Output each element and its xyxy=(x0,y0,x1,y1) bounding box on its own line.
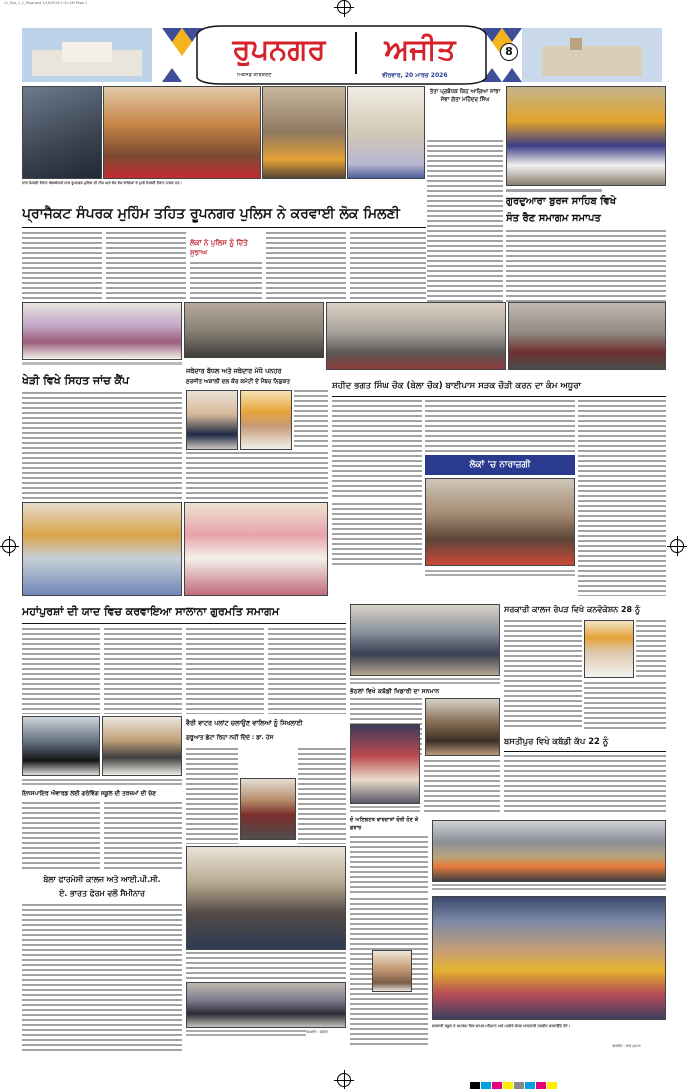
health-photo-caption xyxy=(22,362,182,365)
photo-workshop xyxy=(186,846,346,950)
chowk-photo-caption xyxy=(425,570,575,578)
college-headline: ਸਰਕਾਰੀ ਕਾਲਜ ਰੋਪੜ ਵਿਖੇ ਕਨਵੋਕੇਸ਼ਨ 28 ਨੂੰ xyxy=(504,605,641,614)
school-function-caption xyxy=(432,884,666,892)
health-headline: ਖੇੜੀ ਵਿਖੇ ਸਿਹਤ ਜਾਂਚ ਕੈਂਪ xyxy=(22,374,130,387)
college-body-col3 xyxy=(584,682,666,730)
photo-stage xyxy=(347,86,425,179)
masthead-title-left: ਰੂਪਨਗਰ xyxy=(232,32,326,66)
bottom-caption-right: ਸਰਕਾਰੀ ਸਕੂਲ ਦੇ ਸਮਾਗਮ ਵਿਚ ਸ਼ਾਮਲ ਮਹਿਮਾਨ ਅਤੇ ਪਤਵੰਤੇ ਸੱਜਣ ਯਾਦਗਾਰੀ ਤਸਵੀਰ ਕਰਵਾਉਂਦੇ ਹੋਏ। xyxy=(432,1024,571,1028)
crop-mark-left xyxy=(2,539,16,553)
photo-street-market xyxy=(184,302,324,358)
photo-chowk-protest xyxy=(425,478,575,566)
pharmacy-headline: ਬੇਲਾ ਫਾਰਮੇਸੀ ਕਾਲਜ ਅਤੇ ਆਈ.ਪੀ.ਸੀ. xyxy=(43,875,161,884)
photo-college-principal xyxy=(584,620,634,678)
pharmacy-subhead: ਏ. ਭਾਰਤ ਫੋਰਮ ਵਲੋਂ ਸੈਮੀਨਾਰ xyxy=(59,889,145,898)
jathedar-body-2 xyxy=(186,452,328,500)
masthead-subtitle: ਮਿਕਸਡ ਕਰਿਕਰਣ xyxy=(237,73,272,78)
crop-mark-bottom xyxy=(337,1073,351,1087)
jathedar-subhead: ਸੁਰਜੀਤ ਅਕਾਲੀ ਦਲ ਕੋਰ ਕਮੇਟੀ ਦੇ ਮੈਂਬਰ ਨਿਯੁਕਤ xyxy=(186,379,291,385)
divider-police xyxy=(22,227,426,228)
gurmat-body-col1 xyxy=(22,628,100,714)
masthead-date: ਵੀਰਵਾਰ, 20 ਮਾਰਚ 2026 xyxy=(382,72,448,79)
photo-street-shops xyxy=(326,302,506,370)
lokan-badge-text: ਲੋਕਾਂ 'ਚ ਨਾਰਾਜ਼ਗੀ xyxy=(469,460,531,470)
divider-bassi xyxy=(504,751,666,752)
gurdwara-subhead: ਸੰਤ ਰੈਣ ਸਮਾਗਮ ਸਮਾਪਤ xyxy=(506,213,601,224)
pharmacy-body xyxy=(22,904,182,1054)
photo-seminar xyxy=(186,982,346,1028)
photo-honour-group xyxy=(350,604,500,676)
interview-body xyxy=(424,760,500,812)
top-caption: ਨਾਲ ਮਿਲਣੀ ਦੌਰਾਨ ਐਸਐਸਪੀ ਨਾਲ ਰੂਪਨਗਰ ਪੁਲਿਸ ਦੀ ਟੀਮ ਅਤੇ ਵੱਖ ਵੱਖ ਥਾਣਿਆਂ ਦੇ ਮੁਖੀ ਮਿਲਣੀ ਦੌਰਾਨ ਹਾਜ਼ਰ ਹਨ। xyxy=(22,181,182,185)
exam-headline: ਇਨਸਪਾਇਰ ਐਵਾਰਡ ਲਈ ਗਰੋਵਿੰਗ ਸਕੂਲ ਦੀ ਤਰਜ਼ਮਾਂ ਦੀ ਚੋਣ xyxy=(22,791,156,797)
bassi-headline: ਬਸਤੀਪੁਰ ਵਿਖੇ ਕਬੱਡੀ ਕੱਪ 22 ਨੂੰ xyxy=(504,736,609,746)
gurdwara-photo-caption xyxy=(506,189,666,192)
health-body xyxy=(22,392,182,500)
side-story-head-text: ਤੱਤਾ ਪ੍ਰਬੰਧਕ ਕਿਹ ਆਗਿਆ ਸਾਂਝਾ ਸੇਵਾ ਗੱਤਾ ਮਹਿੰਦਰ ਸਿੰਘ xyxy=(429,89,501,103)
interview-caption xyxy=(350,806,420,812)
credit-right: ਤਸਵੀਰ : ਰਾਜ ਕੁਮਾਰ xyxy=(612,1044,641,1048)
credit-mid: ਤਸਵੀਰ : ਸੰਜੀਵ xyxy=(306,1030,328,1034)
school-photo-caption xyxy=(22,779,182,785)
gurmat-body-col4 xyxy=(268,628,346,714)
side-story-headline xyxy=(427,88,503,138)
chowk-body-col1 xyxy=(332,400,422,500)
police-body-col5 xyxy=(350,232,426,300)
photo-jathedar-1 xyxy=(186,390,238,450)
page-number: 8 xyxy=(505,45,513,58)
bassi-body xyxy=(504,755,666,815)
divider-chowk xyxy=(332,396,666,397)
chowk-body-col1b xyxy=(332,503,422,566)
photo-jathedar-2 xyxy=(240,390,292,450)
photo-mini-person xyxy=(372,950,412,992)
photo-school-group-2 xyxy=(102,716,182,776)
chowk-headline: ਸ਼ਹੀਦ ਭਗਤ ਸਿੰਘ ਚੌਕ (ਬੇਲਾ ਚੌਕ) ਬਾਈਪਾਸ ਸੜਕ ਚੌੜੀ ਕਰਨ ਦਾ ਕੰਮ ਅਧੂਰਾ xyxy=(332,381,582,391)
police-headline: ਪ੍ਰਾਜੈਕਟ ਸੰਪਰਕ ਮੁਹਿੰਮ ਤਹਿਤ ਰੂਪਨਗਰ ਪੁਲਿਸ ਨੇ ਕਰਵਾਈ ਲੋਕ ਮਿਲਣੀ xyxy=(22,206,400,222)
honour-photo-caption xyxy=(350,678,500,684)
police-body-col3 xyxy=(190,262,262,300)
divider-gurmat xyxy=(22,623,346,624)
photo-street-traffic xyxy=(508,302,666,370)
gurmat-body-col3 xyxy=(186,628,264,714)
crop-mark-top xyxy=(337,0,351,14)
print-slug: L1_Ruo_1_1_Page.qxd 1/19/2026 1:31 AM Page 1 xyxy=(4,1,88,5)
workshop-body xyxy=(186,952,346,980)
police-body-col4 xyxy=(266,232,346,300)
page-number-badge xyxy=(500,43,518,61)
police-body-col2 xyxy=(106,232,186,300)
photo-gurdwara-singers xyxy=(506,86,666,186)
photo-school-function xyxy=(432,820,666,882)
photo-doctor xyxy=(240,778,296,840)
photo-hall-audience xyxy=(262,86,346,179)
crop-mark-right xyxy=(670,539,684,553)
chowk-body-col3 xyxy=(578,400,666,596)
honour-headline: ਭੱਠਲਾਂ ਵਿਖੇ ਕਬੱਡੀ ਖਿਡਾਰੀ ਦਾ ਸਨਮਾਨ xyxy=(350,688,440,695)
photo-police-meeting xyxy=(103,86,261,179)
mini-headline: ਦੋ ਅਣਿਗਣਤ ਵਾਰਦਾਤਾਂ ਚੋਰੀ ਹੋਣ ਕੇ ਫ਼ਰਾਰ xyxy=(350,817,419,831)
photo-health-camp xyxy=(22,302,182,360)
jathedar-headline: ਜਥੇਦਾਰ ਬੱਧਲ ਅਤੇ ਜਥੇਦਾਰ ਮੱਧੋ ਪਨਹਰ xyxy=(186,367,282,375)
water-body-col1 xyxy=(186,748,238,844)
masthead xyxy=(22,20,662,90)
gurmat-body-col2 xyxy=(104,628,182,714)
color-bar-bottom xyxy=(470,1074,558,1089)
photo-honour-players xyxy=(425,698,500,756)
lokan-badge xyxy=(425,455,575,475)
water-subhead: ਸ਼ੁਰੂਆਤ ਛੋਟਾ ਰਿਹਾ ਨਹੀਂ ਦਿੰਦੇ : ਡਾ. ਹੰਸ xyxy=(186,735,274,741)
photo-guests-group xyxy=(432,896,666,1020)
photo-gurmat-1 xyxy=(22,502,182,596)
police-body-col1 xyxy=(22,232,102,300)
seminar-caption xyxy=(186,1030,306,1036)
exam-body-col1 xyxy=(22,802,100,870)
gurdwara-headline: ਗੁਰਦੁਆਰਾ ਬੁਰਜ ਸਾਹਿਬ ਵਿਖੇ xyxy=(506,196,617,207)
jathedar-body xyxy=(294,390,328,450)
side-story-body xyxy=(427,140,503,320)
police-subhead: ਲੋਕਾਂ ਨੇ ਪੁਲਿਸ ਨੂੰ ਦਿੱਤੇ ਸੁਝਾਅ xyxy=(190,239,248,257)
photo-officer xyxy=(22,86,102,179)
chowk-body-col2 xyxy=(425,400,575,452)
college-body-col1 xyxy=(504,620,582,730)
water-body-col2 xyxy=(298,748,346,844)
masthead-title-right: ਅਜੀਤ xyxy=(384,32,456,66)
gurdwara-body xyxy=(506,230,666,302)
college-body-col2 xyxy=(636,620,666,680)
mini-body xyxy=(350,836,428,896)
photo-school-group-1 xyxy=(22,716,100,776)
photo-interview xyxy=(350,724,420,804)
photo-gurmat-2 xyxy=(184,502,328,596)
water-headline: ਵੈਰੀ ਵਾਟਰ ਪਲਾਂਟ ਚਲਾਉਣ ਵਾਲਿਆਂ ਨੂੰ ਸਿਖਲਾਈ xyxy=(186,719,303,727)
gurmat-headline: ਮਹਾਂਪੁਰਸ਼ਾਂ ਦੀ ਯਾਦ ਵਿਚ ਕਰਵਾਇਆ ਸਾਲਾਨਾ ਗੁਰਮਤਿ ਸਮਾਗਮ xyxy=(22,605,280,618)
exam-body-col2 xyxy=(104,802,182,870)
